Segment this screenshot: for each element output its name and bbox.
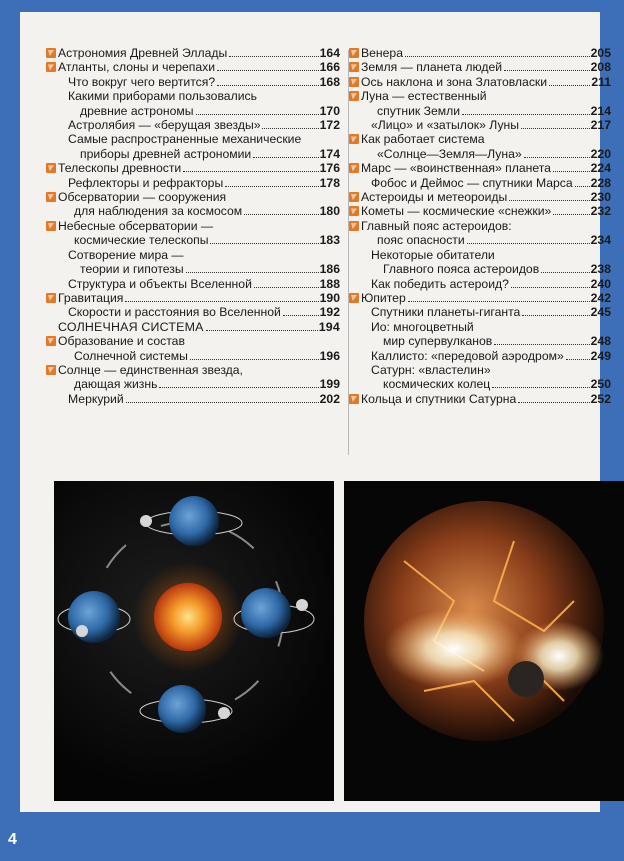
sun — [154, 583, 222, 651]
toc-entry — [361, 248, 611, 277]
toc-entry — [58, 132, 340, 161]
entry-title: Скорости и расстояния во Вселенной — [68, 305, 281, 320]
dot-leader — [509, 200, 589, 201]
toc-entry — [361, 204, 611, 218]
entry-title: теории и гипотезы — [80, 262, 184, 277]
entry-title: Телескопы древности — [58, 161, 182, 176]
entry-page-number: 172 — [319, 118, 340, 133]
dot-leader — [405, 56, 590, 57]
dot-leader — [541, 272, 589, 273]
entry-page-number: 183 — [319, 233, 340, 248]
toc-entry — [361, 60, 611, 74]
entry-page-number: 194 — [318, 319, 340, 334]
entry-title: Спутники планеты-гиганта — [371, 305, 521, 320]
entry-page-number: 249 — [590, 348, 611, 363]
entry-title: космических колец — [383, 377, 491, 392]
entry-marker-icon — [46, 221, 56, 231]
entry-title: Фобос и Деймос — спутники Марса — [371, 175, 573, 190]
entry-page-number: 199 — [319, 377, 340, 392]
entry-page-number: 211 — [591, 74, 611, 89]
entry-page-number: 174 — [319, 146, 340, 161]
toc-entry — [361, 291, 611, 305]
dot-leader — [190, 359, 319, 360]
dot-leader — [126, 402, 319, 403]
entry-title: СОЛНЕЧНАЯ СИСТЕМА — [58, 319, 204, 334]
dot-leader — [522, 315, 589, 316]
dot-leader — [492, 387, 589, 388]
toc-entry — [58, 334, 340, 363]
entry-title: Ио: многоцветный — [371, 319, 474, 334]
explosion-flash — [384, 609, 524, 689]
entry-title: Луна — естественный — [361, 89, 487, 104]
dot-leader — [196, 114, 319, 115]
entry-page-number: 176 — [319, 161, 340, 176]
entry-title: Что вокруг чего вертится? — [68, 74, 216, 89]
entry-title: «Лицо» и «затылок» Луны — [371, 118, 520, 133]
entry-title: Венера — [361, 46, 403, 60]
entry-marker-icon — [349, 394, 359, 404]
entry-page-number: 192 — [319, 305, 340, 320]
toc-entry — [361, 46, 611, 60]
dot-leader — [518, 402, 589, 403]
toc-entry — [361, 349, 611, 363]
toc-entry — [58, 176, 340, 190]
toc-entry — [361, 305, 611, 319]
entry-page-number: 186 — [319, 262, 340, 277]
entry-title: дающая жизнь — [74, 377, 158, 392]
toc-right-column — [361, 46, 611, 406]
entry-page-number: 245 — [590, 305, 611, 320]
toc-entry — [361, 89, 611, 118]
entry-page-number: 202 — [319, 391, 340, 406]
entry-marker-icon — [349, 293, 359, 303]
entry-title: Самые распространенные механические — [68, 132, 302, 147]
toc-entry — [361, 118, 611, 132]
toc-entry — [58, 248, 340, 277]
entry-title: спутник Земли — [377, 103, 461, 118]
toc-entry — [361, 277, 611, 291]
entry-title: Земля — планета людей — [361, 60, 503, 75]
entry-title: Каллисто: «передовой аэродром» — [371, 348, 564, 363]
entry-title: Как победить астероид? — [371, 276, 509, 291]
entry-marker-icon — [46, 62, 56, 72]
entry-page-number: 248 — [590, 334, 611, 349]
entry-title: Ось наклона и зона Златовласки — [361, 74, 548, 89]
entry-page-number: 166 — [319, 60, 340, 75]
toc-entry — [58, 291, 340, 305]
dot-leader — [511, 287, 590, 288]
entry-title: Образование и состав — [58, 334, 185, 349]
dot-leader — [183, 171, 318, 172]
entry-page-number: 196 — [319, 348, 340, 363]
dot-leader — [253, 157, 318, 158]
entry-title: Обсерватории — сооружения — [58, 190, 227, 205]
toc-entry — [58, 75, 340, 89]
entry-title: Астрономия Древней Эллады — [58, 46, 228, 60]
entry-marker-icon — [349, 91, 359, 101]
page-paper — [20, 12, 611, 812]
entry-title: Астероиды и метеороиды — [361, 190, 508, 205]
dot-leader — [262, 128, 318, 129]
entry-title: Гравитация — [58, 290, 124, 305]
entry-page-number: 220 — [590, 146, 611, 161]
entry-page-number: 250 — [590, 377, 611, 392]
toc-entry — [58, 46, 340, 60]
entry-page-number: 238 — [590, 262, 611, 277]
dot-leader — [494, 344, 589, 345]
toc-entry — [58, 305, 340, 319]
entry-title: Как работает система — [361, 132, 485, 147]
entry-title: Солнечной системы — [74, 348, 188, 363]
entry-page-number: 178 — [319, 175, 340, 190]
entry-page-number: 164 — [319, 46, 340, 60]
dot-leader — [549, 85, 590, 86]
entry-title: Структура и объекты Вселенной — [68, 276, 252, 291]
entry-page-number: 214 — [590, 103, 611, 118]
entry-marker-icon — [349, 48, 359, 58]
asteroid — [508, 661, 544, 697]
toc-left-column — [58, 46, 340, 406]
toc-entry — [361, 176, 611, 190]
entry-title: Рефлекторы и рефракторы — [68, 175, 224, 190]
toc-entry — [361, 392, 611, 406]
entry-title: космические телескопы — [74, 233, 209, 248]
entry-title: Сотворение мира — — [68, 247, 184, 262]
entry-title: Какими приборами пользовались — [68, 89, 257, 104]
orbit-svg — [54, 481, 334, 801]
dot-leader — [504, 70, 590, 71]
dot-leader — [217, 70, 319, 71]
entry-title: Главный пояс астероидов: — [361, 218, 512, 233]
entry-title: Атланты, слоны и черепахи — [58, 60, 216, 75]
dot-leader — [566, 359, 590, 360]
entry-page-number: 234 — [590, 233, 611, 248]
entry-title: Кометы — космические «снежки» — [361, 204, 552, 219]
entry-title: для наблюдения за космосом — [74, 204, 243, 219]
dot-leader — [408, 301, 590, 302]
entry-page-number: 240 — [590, 276, 611, 291]
dot-leader — [467, 243, 590, 244]
dot-leader — [225, 186, 318, 187]
dot-leader — [521, 128, 590, 129]
planet-collision-illustration — [344, 481, 624, 801]
entry-marker-icon — [349, 77, 359, 87]
entry-page-number: 205 — [590, 46, 611, 60]
entry-page-number: 224 — [590, 161, 611, 176]
dot-leader — [283, 315, 319, 316]
entry-page-number: 242 — [590, 290, 611, 305]
entry-title: Некоторые обитатели — [371, 247, 495, 262]
page-number: 4 — [8, 831, 17, 848]
entry-page-number: 170 — [319, 103, 340, 118]
earth-top — [140, 496, 242, 546]
entry-title: мир супервулканов — [383, 334, 493, 349]
entry-page-number: 168 — [319, 74, 340, 89]
entry-marker-icon — [349, 221, 359, 231]
entry-page-number: 208 — [590, 60, 611, 75]
toc-entry — [361, 320, 611, 349]
entry-marker-icon — [46, 336, 56, 346]
entry-marker-icon — [46, 48, 56, 58]
sun-earth-orbit-illustration — [54, 481, 334, 801]
toc-entry — [361, 190, 611, 204]
dot-leader — [210, 243, 318, 244]
entry-marker-icon — [349, 62, 359, 72]
toc-entry — [361, 132, 611, 161]
entry-page-number: 190 — [319, 290, 340, 305]
entry-title: Главного пояса астероидов — [383, 262, 540, 277]
entry-marker-icon — [46, 293, 56, 303]
dot-leader — [229, 56, 318, 57]
entry-page-number: 180 — [319, 204, 340, 219]
dot-leader — [553, 214, 589, 215]
entry-marker-icon — [349, 206, 359, 216]
toc-entry — [361, 219, 611, 248]
dot-leader — [524, 157, 590, 158]
entry-title: «Солнце—Земля—Луна» — [377, 146, 522, 161]
entry-marker-icon — [349, 163, 359, 173]
toc-entry — [58, 190, 340, 219]
dot-leader — [217, 85, 319, 86]
collision-svg — [344, 481, 624, 801]
entry-title: Небесные обсерватории — — [58, 218, 214, 233]
entry-page-number: 232 — [590, 204, 611, 219]
earth-left — [58, 591, 130, 643]
toc-entry — [58, 89, 340, 118]
entry-page-number: 228 — [590, 175, 611, 190]
entry-marker-icon — [46, 163, 56, 173]
dot-leader — [244, 214, 318, 215]
entry-title: Юпитер — [361, 290, 406, 305]
entry-title: Меркурий — [68, 391, 124, 406]
toc-entry — [58, 60, 340, 74]
earth-right — [234, 588, 314, 638]
dot-leader — [254, 287, 319, 288]
entry-title: Марс — «воинственная» планета — [361, 161, 551, 176]
entry-marker-icon — [46, 192, 56, 202]
toc-entry — [58, 161, 340, 175]
dot-leader — [186, 272, 319, 273]
toc-entry — [58, 277, 340, 291]
entry-page-number: 217 — [590, 118, 611, 133]
dot-leader — [206, 330, 318, 331]
toc-entry — [58, 363, 340, 392]
entry-title: Кольца и спутники Сатурна — [361, 391, 517, 406]
entry-marker-icon — [46, 365, 56, 375]
toc-entry — [58, 392, 340, 406]
entry-title: пояс опасности — [377, 233, 465, 248]
entry-marker-icon — [349, 134, 359, 144]
entry-page-number: 252 — [590, 391, 611, 406]
entry-marker-icon — [349, 192, 359, 202]
dot-leader — [125, 301, 318, 302]
toc-entry — [58, 118, 340, 132]
dot-leader — [462, 114, 590, 115]
entry-title: приборы древней астрономии — [80, 146, 252, 161]
dot-leader — [553, 171, 590, 172]
dot-leader — [575, 186, 590, 187]
dot-leader — [159, 387, 318, 388]
toc-entry — [361, 161, 611, 175]
entry-title: Сатурн: «властелин» — [371, 362, 491, 377]
toc-entry — [361, 75, 611, 89]
toc-entry — [58, 219, 340, 248]
earth-bottom — [140, 685, 232, 733]
entry-title: Астролябия — «берущая звезды» — [68, 118, 261, 133]
entry-page-number: 230 — [590, 190, 611, 205]
toc-entry — [361, 363, 611, 392]
entry-page-number: 188 — [319, 276, 340, 291]
entry-title: древние астрономы — [80, 103, 194, 118]
entry-title: Солнце — единственная звезда, — [58, 362, 243, 377]
toc-entry — [58, 320, 340, 334]
